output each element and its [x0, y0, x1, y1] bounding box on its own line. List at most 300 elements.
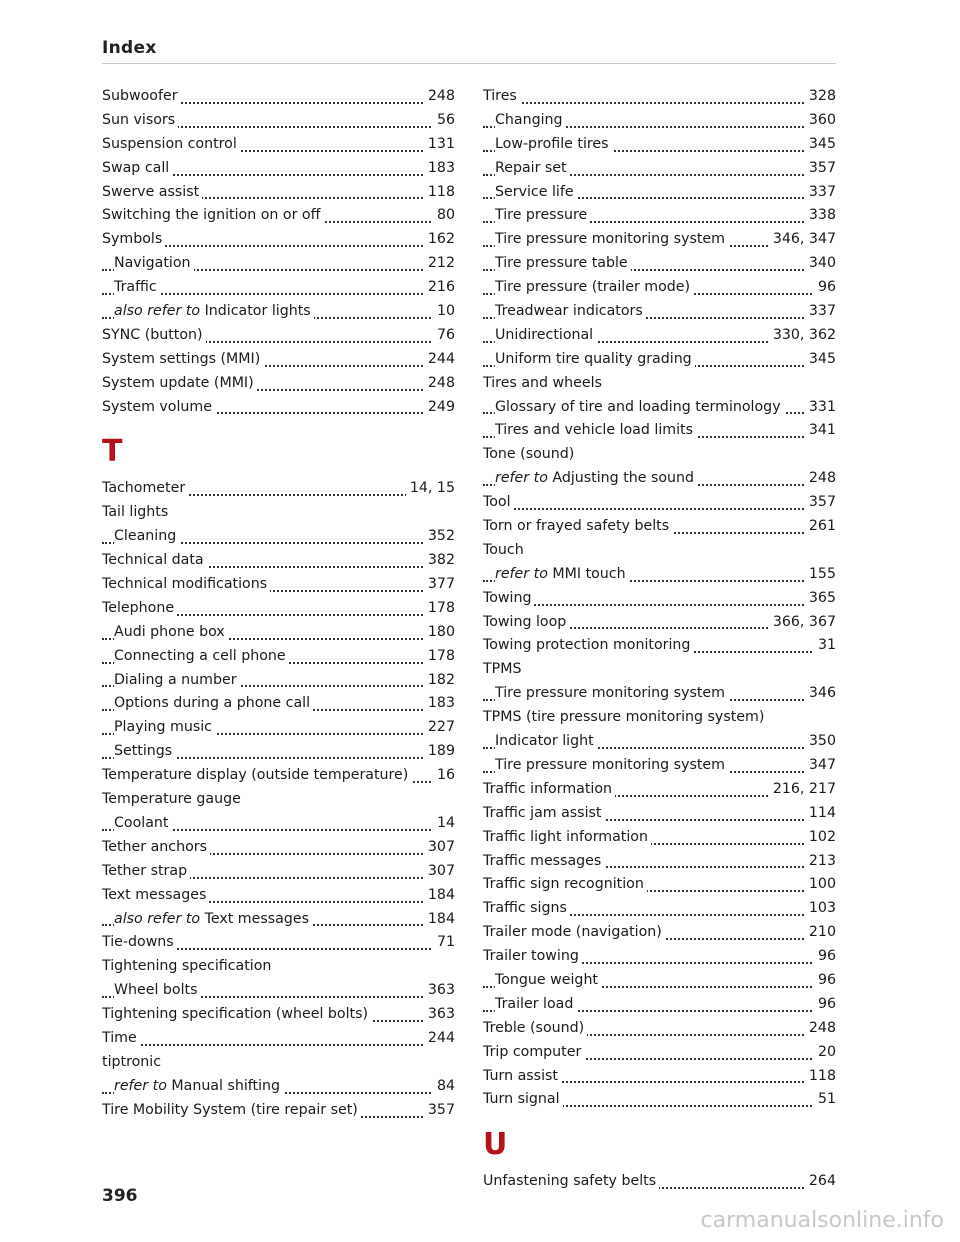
index-entry: [102, 931, 455, 955]
entry-label: [114, 648, 289, 664]
page-reference: 210: [805, 921, 836, 945]
page-title: Index: [102, 38, 157, 58]
index-heading: [102, 955, 455, 979]
entry-label: [102, 327, 206, 343]
index-entry: [102, 348, 455, 372]
index-entry: [102, 836, 455, 860]
entry-text: Subwoofer: [102, 88, 178, 104]
entry-text: Wheel bolts: [114, 982, 198, 999]
entry-label: [495, 303, 646, 319]
page-reference: 76: [433, 324, 455, 348]
page-reference: 360: [805, 109, 836, 133]
page-reference: 216: [424, 276, 455, 300]
entry-label: [495, 136, 612, 152]
page-reference: 155: [805, 563, 836, 587]
index-subentry: [483, 396, 836, 420]
entry-label: [483, 88, 520, 104]
entry-label: [102, 791, 244, 807]
index-entry: [102, 860, 455, 884]
entry-label: [495, 470, 697, 486]
entry-label: [483, 709, 767, 725]
page-reference: 182: [424, 669, 455, 693]
entry-label: [102, 600, 177, 616]
index-column-left: [102, 85, 455, 1123]
entry-text: System volume: [102, 398, 212, 415]
index-subentry: [483, 754, 836, 778]
entry-text: Audi phone box: [114, 623, 225, 640]
index-subentry: [483, 300, 836, 324]
entry-label: [102, 504, 171, 520]
page-reference: 180: [424, 621, 455, 645]
entry-text: Tachometer: [102, 480, 186, 497]
section-letter: [483, 1112, 836, 1170]
index-entry: [483, 778, 836, 802]
index-entry: [483, 921, 836, 945]
page-reference: 20: [814, 1041, 836, 1065]
entry-text: Playing music: [114, 719, 212, 736]
index-entry: [102, 157, 455, 181]
page-reference: 103: [805, 897, 836, 921]
index-subentry: [102, 276, 455, 300]
entry-text: Turn assist: [483, 1067, 558, 1084]
entry-label: [483, 1020, 587, 1036]
page-reference: 212: [424, 252, 455, 276]
index-subentry: [102, 716, 455, 740]
page-reference: 16: [433, 764, 455, 788]
entry-label: [114, 911, 312, 927]
entry-label: [495, 757, 728, 773]
entry-label: [483, 590, 534, 606]
entry-label: [495, 733, 597, 749]
entry-text: Navigation: [114, 255, 191, 272]
entry-text: Service life: [495, 183, 574, 200]
page-reference: 84: [433, 1075, 455, 1099]
entry-text: Treadwear indicators: [495, 303, 643, 320]
entry-label: [495, 327, 596, 343]
index-entry: [483, 897, 836, 921]
entry-label: [102, 958, 274, 974]
page-reference: 178: [424, 645, 455, 669]
entry-text: Swap call: [102, 159, 170, 176]
entry-text: Text messages: [102, 886, 207, 903]
index-column-right: [483, 85, 836, 1194]
page-reference: 248: [424, 372, 455, 396]
page-reference: 337: [805, 181, 836, 205]
entry-text: Towing loop: [483, 613, 567, 630]
index-subentry: [483, 682, 836, 706]
entry-label: [102, 576, 270, 592]
entry-label: [102, 88, 181, 104]
page-reference: 248: [424, 85, 455, 109]
index-subentry: [483, 324, 836, 348]
entry-label: [495, 231, 728, 247]
entry-label: [102, 934, 177, 950]
entry-text: tiptronic: [102, 1053, 162, 1070]
page-reference: 162: [424, 228, 455, 252]
index-entry: [483, 826, 836, 850]
index-subentry: [483, 993, 836, 1017]
page-reference: 350: [805, 730, 836, 754]
index-entry: [483, 515, 836, 539]
entry-text: Trailer mode (navigation): [483, 924, 662, 941]
index-entry: [102, 181, 455, 205]
entry-text: Suspension control: [102, 135, 237, 152]
entry-text: Trailer towing: [483, 948, 579, 965]
page-reference: 189: [424, 740, 455, 764]
entry-label: [483, 1091, 563, 1107]
entry-label: [495, 112, 566, 128]
index-subentry: [102, 812, 455, 836]
entry-text: Unfastening safety belts: [483, 1173, 657, 1190]
entry-text: Adjusting the sound: [552, 470, 695, 487]
page-reference: 80: [433, 204, 455, 228]
page-reference: 248: [805, 467, 836, 491]
index-entry: [102, 204, 455, 228]
entry-text: System update (MMI): [102, 374, 254, 391]
page-reference: 264: [805, 1170, 836, 1194]
index-subentry: [102, 740, 455, 764]
entry-label: [483, 1068, 561, 1084]
index-subentry: [483, 157, 836, 181]
page-reference: 365: [805, 587, 836, 611]
index-subentry: [483, 276, 836, 300]
entry-label: [102, 1054, 164, 1070]
entry-text: Traffic information: [483, 780, 613, 797]
entry-label: [495, 972, 601, 988]
entry-label: [102, 112, 178, 128]
page-reference: 14: [433, 812, 455, 836]
index-subentry: [483, 969, 836, 993]
index-entry: [483, 945, 836, 969]
page-reference: 341: [805, 419, 836, 443]
page-reference: 131: [424, 133, 455, 157]
leader-dots: [483, 102, 836, 104]
entry-label: [495, 685, 728, 701]
page-reference: 118: [424, 181, 455, 205]
index-heading: [483, 443, 836, 467]
cross-reference-prefix: also refer to: [114, 303, 201, 320]
entry-text: Tightening specification (wheel bolts): [102, 1006, 369, 1023]
index-subentry: [483, 133, 836, 157]
index-heading: [483, 372, 836, 396]
entry-label: [102, 1006, 371, 1022]
index-subentry: [483, 109, 836, 133]
entry-text: Cleaning: [114, 528, 177, 545]
index-entry: [483, 1170, 836, 1194]
entry-label: [102, 887, 209, 903]
page-reference: 328: [805, 85, 836, 109]
entry-text: Indicator light: [495, 733, 594, 750]
page-reference: 346, 347: [769, 228, 836, 252]
entry-label: [483, 375, 605, 391]
entry-label: [483, 1044, 584, 1060]
entry-label: [114, 815, 171, 831]
index-subentry: [483, 204, 836, 228]
cross-reference-prefix: refer to: [495, 470, 548, 487]
index-entry: [483, 802, 836, 826]
index-subentry: [483, 467, 836, 491]
entry-label: [102, 160, 172, 176]
entry-label: [102, 839, 210, 855]
entry-text: Coolant: [114, 814, 169, 831]
page-reference: 96: [814, 993, 836, 1017]
entry-label: [495, 184, 577, 200]
page-reference: 357: [424, 1099, 455, 1123]
entry-label: [483, 1173, 659, 1189]
page-reference: 345: [805, 348, 836, 372]
index-entry: [102, 764, 455, 788]
page-reference: 184: [424, 908, 455, 932]
page-reference: 183: [424, 157, 455, 181]
entry-text: Telephone: [102, 599, 175, 616]
page-reference: 213: [805, 850, 836, 874]
entry-label: [102, 1102, 361, 1118]
entry-text: Tire pressure table: [495, 255, 628, 272]
entry-text: Technical data: [102, 552, 204, 569]
entry-text: Temperature gauge: [102, 791, 241, 808]
entry-label: [102, 136, 240, 152]
page-reference: 178: [424, 597, 455, 621]
entry-label: [114, 279, 160, 295]
entry-text: Time: [102, 1029, 137, 1046]
cross-reference-prefix: refer to: [495, 565, 548, 582]
entry-text: Tire pressure monitoring system: [495, 685, 725, 702]
entry-text: Towing: [483, 589, 532, 606]
cross-reference-prefix: refer to: [114, 1077, 167, 1094]
entry-label: [495, 351, 695, 367]
page-reference: 307: [424, 860, 455, 884]
index-entry: [483, 873, 836, 897]
entry-label: [495, 399, 784, 415]
page-reference: 340: [805, 252, 836, 276]
entry-label: [483, 518, 672, 534]
cross-reference-prefix: also refer to: [114, 910, 201, 927]
entry-text: Tires: [483, 88, 517, 104]
page-reference: 14, 15: [406, 477, 455, 501]
index-entry: [483, 634, 836, 658]
entry-text: Tightening specification: [102, 958, 272, 975]
index-entry: [102, 372, 455, 396]
entry-label: [114, 672, 240, 688]
leader-dots: [483, 604, 836, 606]
entry-text: Tires and vehicle load limits: [495, 422, 693, 439]
entry-label: [483, 542, 527, 558]
index-entry: [102, 109, 455, 133]
index-subentry: [483, 228, 836, 252]
entry-text: Uniform tire quality grading: [495, 350, 692, 367]
page-reference: 244: [424, 1027, 455, 1051]
index-entry: [483, 611, 836, 635]
entry-label: [114, 255, 194, 271]
index-entry: [102, 1027, 455, 1051]
index-subentry: [102, 1075, 455, 1099]
index-subentry: [102, 669, 455, 693]
entry-label: [102, 1030, 140, 1046]
page-reference: 357: [805, 491, 836, 515]
entry-text: Manual shifting: [171, 1077, 281, 1094]
entry-text: Options during a phone call: [114, 695, 311, 712]
index-entry: [102, 1003, 455, 1027]
entry-text: Torn or frayed safety belts: [483, 518, 670, 535]
entry-text: Turn signal: [483, 1091, 560, 1108]
entry-text: Swerve assist: [102, 183, 200, 200]
entry-label: [483, 900, 570, 916]
entry-label: [495, 160, 570, 176]
page-reference: 337: [805, 300, 836, 324]
entry-text: Text messages: [204, 910, 309, 927]
index-entry: [483, 491, 836, 515]
entry-label: [114, 719, 215, 735]
page-reference: 307: [424, 836, 455, 860]
entry-text: Unidirectional: [495, 326, 594, 343]
entry-label: [102, 207, 323, 223]
entry-label: [102, 480, 188, 496]
entry-label: [495, 279, 693, 295]
index-entry: [102, 133, 455, 157]
index-subentry: [483, 181, 836, 205]
entry-text: Traffic sign recognition: [483, 876, 644, 893]
page-reference: 10: [433, 300, 455, 324]
entry-label: [483, 876, 647, 892]
index-entry: [483, 1017, 836, 1041]
page-reference: 71: [433, 931, 455, 955]
index-entry: [102, 324, 455, 348]
page-reference: 96: [814, 969, 836, 993]
page-reference: 346: [805, 682, 836, 706]
entry-label: [495, 255, 631, 271]
entry-label: [102, 351, 263, 367]
entry-text: Trip computer: [483, 1043, 582, 1060]
index-heading: [483, 658, 836, 682]
entry-text: Sun visors: [102, 111, 176, 128]
entry-label: [102, 231, 165, 247]
index-entry: [102, 228, 455, 252]
watermark: carmanualsonline.info: [700, 1208, 944, 1233]
entry-label: [114, 528, 179, 544]
entry-text: MMI touch: [552, 565, 626, 582]
entry-text: Tire pressure monitoring system: [495, 756, 725, 773]
page-reference: 31: [814, 634, 836, 658]
page-reference: 347: [805, 754, 836, 778]
entry-text: Tires and wheels: [483, 374, 602, 391]
entry-text: Technical modifications: [102, 576, 268, 593]
entry-label: [495, 996, 576, 1012]
entry-text: Traffic light information: [483, 828, 648, 845]
index-entry: [483, 1065, 836, 1089]
entry-label: [114, 695, 313, 711]
index-entry: [483, 587, 836, 611]
entry-label: [114, 1078, 283, 1094]
entry-text: Tool: [483, 494, 511, 511]
index-entry: [102, 597, 455, 621]
index-entry: [483, 1041, 836, 1065]
index-heading: [102, 501, 455, 525]
page-reference: 244: [424, 348, 455, 372]
page-reference: 382: [424, 549, 455, 573]
page-reference: 183: [424, 692, 455, 716]
page-reference: 331: [805, 396, 836, 420]
index-subentry: [483, 419, 836, 443]
entry-label: [483, 805, 604, 821]
page-reference: 51: [814, 1088, 836, 1112]
section-letter-text: U: [483, 1127, 508, 1163]
entry-text: Tone (sound): [483, 446, 575, 463]
entry-text: Traffic jam assist: [483, 804, 602, 821]
entry-text: Low-profile tires: [495, 135, 609, 152]
index-heading: [102, 1051, 455, 1075]
entry-label: [483, 661, 524, 677]
index-subentry: [483, 730, 836, 754]
page-reference: 345: [805, 133, 836, 157]
page-reference: 102: [805, 826, 836, 850]
page-reference: 100: [805, 873, 836, 897]
entry-text: Tie-downs: [102, 934, 174, 951]
index-heading: [102, 788, 455, 812]
entry-label: [483, 446, 577, 462]
entry-text: Tongue weight: [495, 971, 598, 988]
section-letter: [102, 419, 455, 477]
index-subentry: [102, 621, 455, 645]
page-reference: 96: [814, 945, 836, 969]
page-reference: 118: [805, 1065, 836, 1089]
entry-label: [483, 494, 514, 510]
entry-text: Treble (sound): [483, 1019, 585, 1036]
entry-text: Tire pressure monitoring system: [495, 231, 725, 248]
index-subentry: [102, 908, 455, 932]
entry-text: Tire pressure: [495, 207, 588, 224]
entry-text: Dialing a number: [114, 671, 237, 688]
entry-label: [102, 399, 215, 415]
entry-label: [483, 948, 582, 964]
entry-label: [483, 781, 615, 797]
page-reference: 114: [805, 802, 836, 826]
leader-dots: [102, 1044, 455, 1046]
entry-label: [114, 303, 314, 319]
entry-text: Traffic messages: [483, 852, 602, 869]
entry-label: [114, 982, 201, 998]
entry-label: [483, 614, 569, 630]
index-subentry: [483, 252, 836, 276]
entry-label: [483, 829, 651, 845]
entry-label: [495, 207, 590, 223]
section-letter-text: T: [102, 434, 123, 470]
page-reference: 352: [424, 525, 455, 549]
index-heading: [483, 706, 836, 730]
entry-label: [102, 375, 257, 391]
entry-label: [114, 743, 175, 759]
entry-label: [114, 624, 228, 640]
leader-dots: [483, 508, 836, 510]
index-subentry: [102, 525, 455, 549]
entry-text: Settings: [114, 743, 173, 760]
entry-text: Traffic: [114, 279, 157, 296]
page-number: 396: [102, 1186, 138, 1206]
entry-text: Tire pressure (trailer mode): [495, 279, 691, 296]
entry-text: Trailer load: [495, 995, 574, 1012]
entry-text: Glossary of tire and loading terminology: [495, 398, 781, 415]
page-reference: 363: [424, 1003, 455, 1027]
index-entry: [483, 850, 836, 874]
entry-text: System settings (MMI): [102, 350, 261, 367]
entry-label: [495, 566, 629, 582]
entry-text: Touch: [483, 541, 524, 558]
entry-text: Symbols: [102, 231, 163, 248]
index-subentry: [102, 252, 455, 276]
entry-label: [102, 767, 411, 783]
entry-label: [102, 184, 202, 200]
header-divider: [102, 63, 836, 64]
page-reference: 249: [424, 396, 455, 420]
